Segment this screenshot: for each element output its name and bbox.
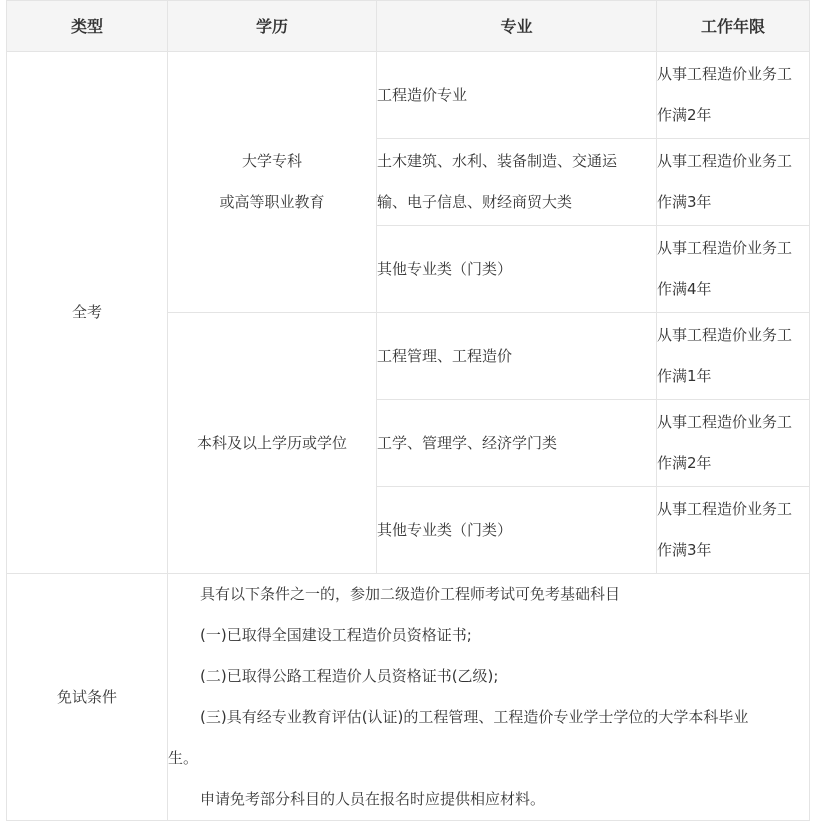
years-cell <box>657 313 810 400</box>
major-cell <box>377 139 657 226</box>
major-cell <box>377 52 657 139</box>
type-cell-full-exam <box>7 52 168 574</box>
years-cell <box>657 487 810 574</box>
header-education: 学历 <box>168 1 377 52</box>
years-label: 作满4年 <box>657 280 712 298</box>
major-label: 其他专业类（门类） <box>377 259 513 278</box>
years-label: 从事工程造价业务工 <box>657 65 793 83</box>
years-cell <box>657 226 810 313</box>
years-label: 作满3年 <box>657 193 712 211</box>
education-label: 或高等职业教育 <box>219 193 325 211</box>
years-label: 从事工程造价业务工 <box>657 152 793 170</box>
major-label: 工程造价专业 <box>377 85 468 104</box>
table-header-row <box>7 1 810 52</box>
major-label: 输、电子信息、财经商贸大类 <box>377 193 573 211</box>
exemption-item-3-continued: 生。 <box>168 749 199 767</box>
years-label: 从事工程造价业务工 <box>657 413 793 431</box>
type-label-exemption: 免试条件 <box>56 687 117 706</box>
years-label: 从事工程造价业务工 <box>657 326 793 344</box>
exemption-item-3: (三)具有经专业教育评估(认证)的工程管理、工程造价专业学士学位的大学本科毕业 <box>200 708 749 726</box>
major-cell <box>377 313 657 400</box>
major-label: 土木建筑、水利、装备制造、交通运 <box>377 152 618 170</box>
years-cell <box>657 139 810 226</box>
header-major: 专业 <box>377 1 657 52</box>
exemption-item-1: (一)已取得全国建设工程造价员资格证书; <box>200 626 472 644</box>
education-label: 大学专科 <box>241 152 302 170</box>
header-type: 类型 <box>7 1 168 52</box>
major-label: 工学、管理学、经济学门类 <box>377 433 558 452</box>
type-label-full-exam: 全考 <box>71 303 102 321</box>
education-cell-college <box>168 52 377 313</box>
exemption-row <box>7 574 810 821</box>
education-cell-bachelor <box>168 313 377 574</box>
exemption-item-2: (二)已取得公路工程造价人员资格证书(乙级); <box>200 667 499 685</box>
years-label: 作满1年 <box>657 367 712 385</box>
requirements-table <box>6 0 810 821</box>
years-label: 从事工程造价业务工 <box>657 500 793 518</box>
major-label: 工程管理、工程造价 <box>377 346 513 365</box>
exemption-details-cell <box>168 574 810 821</box>
type-cell-exemption <box>7 574 168 821</box>
years-label: 作满3年 <box>657 541 712 559</box>
exemption-note: 申请免考部分科目的人员在报名时应提供相应材料。 <box>200 790 546 808</box>
years-cell <box>657 400 810 487</box>
major-cell <box>377 226 657 313</box>
major-cell <box>377 400 657 487</box>
table-row <box>7 52 810 139</box>
years-label: 作满2年 <box>657 454 712 472</box>
education-label: 本科及以上学历或学位 <box>196 433 347 452</box>
exemption-intro: 具有以下条件之一的，参加二级造价工程师考试可免考基础科目 <box>200 585 621 603</box>
years-cell <box>657 52 810 139</box>
major-label: 其他专业类（门类） <box>377 520 513 539</box>
header-years: 工作年限 <box>657 1 810 52</box>
years-label: 从事工程造价业务工 <box>657 239 793 257</box>
major-cell <box>377 487 657 574</box>
years-label: 作满2年 <box>657 106 712 124</box>
